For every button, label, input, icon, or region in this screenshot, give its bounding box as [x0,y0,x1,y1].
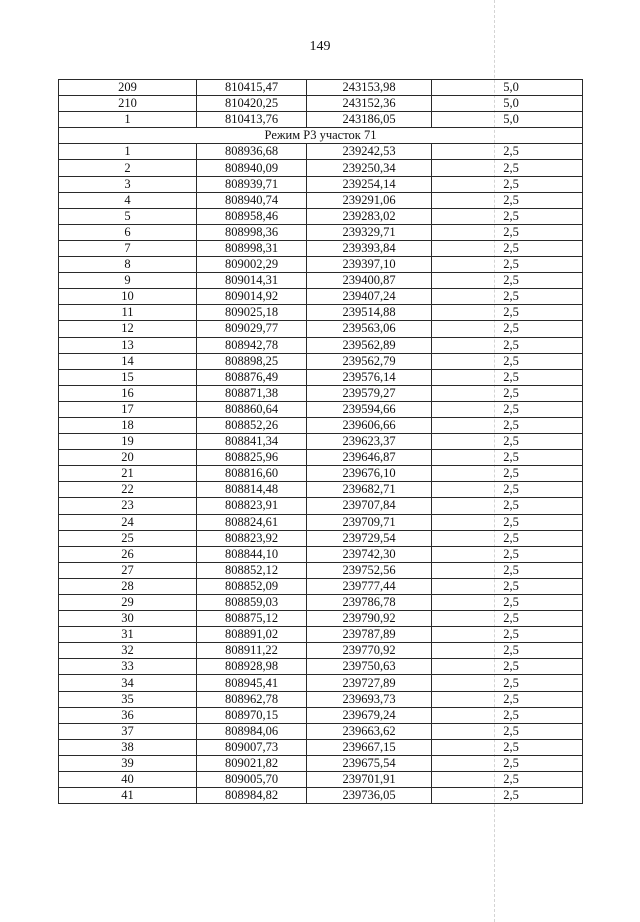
tolerance-cell: 2,5 [432,305,583,321]
y-coordinate-cell: 239254,14 [307,176,432,192]
tolerance-cell: 2,5 [432,675,583,691]
y-coordinate-cell: 239679,24 [307,707,432,723]
table-row [59,675,583,691]
tolerance-cell: 2,5 [432,611,583,627]
point-number-cell: 3 [59,176,197,192]
x-coordinate-cell: 808860,64 [197,401,307,417]
tolerance-cell: 5,0 [432,96,583,112]
table-row [59,96,583,112]
x-coordinate-cell: 810420,25 [197,96,307,112]
table-row [59,273,583,289]
table-row [59,627,583,643]
x-coordinate-cell: 808945,41 [197,675,307,691]
tolerance-cell: 2,5 [432,755,583,771]
y-coordinate-cell: 239397,10 [307,257,432,273]
tolerance-cell: 2,5 [432,401,583,417]
point-number-cell: 41 [59,788,197,804]
tolerance-cell: 2,5 [432,546,583,562]
y-coordinate-cell: 239701,91 [307,772,432,788]
table-row [59,112,583,128]
tolerance-cell: 2,5 [432,337,583,353]
point-number-cell: 17 [59,401,197,417]
tolerance-cell: 2,5 [432,466,583,482]
point-number-cell: 210 [59,96,197,112]
point-number-cell: 35 [59,691,197,707]
y-coordinate-cell: 239562,79 [307,353,432,369]
y-coordinate-cell: 239742,30 [307,546,432,562]
table-row [59,691,583,707]
point-number-cell: 14 [59,353,197,369]
x-coordinate-cell: 810415,47 [197,80,307,96]
table-row [59,208,583,224]
table-row [59,305,583,321]
x-coordinate-cell: 808876,49 [197,369,307,385]
x-coordinate-cell: 808940,09 [197,160,307,176]
table-row [59,530,583,546]
x-coordinate-cell: 808823,91 [197,498,307,514]
table-row [59,321,583,337]
y-coordinate-cell: 239646,87 [307,450,432,466]
table-row [59,611,583,627]
x-coordinate-cell: 808984,82 [197,788,307,804]
table-row [59,224,583,240]
y-coordinate-cell: 239752,56 [307,562,432,578]
point-number-cell: 12 [59,321,197,337]
table-row [59,337,583,353]
point-number-cell: 34 [59,675,197,691]
y-coordinate-cell: 239400,87 [307,273,432,289]
y-coordinate-cell: 239790,92 [307,611,432,627]
y-coordinate-cell: 239693,73 [307,691,432,707]
point-number-cell: 19 [59,434,197,450]
tolerance-cell: 2,5 [432,321,583,337]
x-coordinate-cell: 808852,26 [197,417,307,433]
table-row [59,659,583,675]
section-header-row [59,128,583,144]
y-coordinate-cell: 239787,89 [307,627,432,643]
x-coordinate-cell: 808871,38 [197,385,307,401]
table-row [59,514,583,530]
point-number-cell: 1 [59,144,197,160]
table-row [59,723,583,739]
y-coordinate-cell: 239777,44 [307,578,432,594]
tolerance-cell: 2,5 [432,530,583,546]
y-coordinate-cell: 239707,84 [307,498,432,514]
tolerance-cell: 2,5 [432,417,583,433]
point-number-cell: 9 [59,273,197,289]
point-number-cell: 1 [59,112,197,128]
tolerance-cell: 2,5 [432,385,583,401]
point-number-cell: 23 [59,498,197,514]
table-row [59,562,583,578]
x-coordinate-cell: 808825,96 [197,450,307,466]
tolerance-cell: 2,5 [432,578,583,594]
y-coordinate-cell: 243152,36 [307,96,432,112]
point-number-cell: 4 [59,192,197,208]
tolerance-cell: 2,5 [432,273,583,289]
tolerance-cell: 2,5 [432,562,583,578]
x-coordinate-cell: 808928,98 [197,659,307,675]
tolerance-cell: 2,5 [432,595,583,611]
x-coordinate-cell: 808875,12 [197,611,307,627]
table-row [59,788,583,804]
y-coordinate-cell: 239727,89 [307,675,432,691]
table-row [59,755,583,771]
x-coordinate-cell: 808859,03 [197,595,307,611]
tolerance-cell: 2,5 [432,691,583,707]
tolerance-cell: 2,5 [432,627,583,643]
coordinates-table-body [59,80,583,804]
table-row [59,257,583,273]
y-coordinate-cell: 239786,78 [307,595,432,611]
x-coordinate-cell: 809014,31 [197,273,307,289]
x-coordinate-cell: 808844,10 [197,546,307,562]
y-coordinate-cell: 239709,71 [307,514,432,530]
point-number-cell: 40 [59,772,197,788]
y-coordinate-cell: 239393,84 [307,240,432,256]
tolerance-cell: 2,5 [432,257,583,273]
table-row [59,450,583,466]
table-row [59,289,583,305]
y-coordinate-cell: 239729,54 [307,530,432,546]
point-number-cell: 11 [59,305,197,321]
x-coordinate-cell: 810413,76 [197,112,307,128]
point-number-cell: 16 [59,385,197,401]
point-number-cell: 24 [59,514,197,530]
x-coordinate-cell: 808962,78 [197,691,307,707]
y-coordinate-cell: 239563,06 [307,321,432,337]
tolerance-cell: 2,5 [432,772,583,788]
x-coordinate-cell: 808958,46 [197,208,307,224]
point-number-cell: 26 [59,546,197,562]
x-coordinate-cell: 809005,70 [197,772,307,788]
tolerance-cell: 2,5 [432,482,583,498]
tolerance-cell: 2,5 [432,514,583,530]
point-number-cell: 5 [59,208,197,224]
x-coordinate-cell: 809014,92 [197,289,307,305]
point-number-cell: 21 [59,466,197,482]
y-coordinate-cell: 239676,10 [307,466,432,482]
x-coordinate-cell: 808936,68 [197,144,307,160]
point-number-cell: 33 [59,659,197,675]
x-coordinate-cell: 808939,71 [197,176,307,192]
section-title: Режим Р3 участок 71 [59,128,583,144]
x-coordinate-cell: 809002,29 [197,257,307,273]
table-row [59,160,583,176]
x-coordinate-cell: 808970,15 [197,707,307,723]
x-coordinate-cell: 808898,25 [197,353,307,369]
point-number-cell: 30 [59,611,197,627]
x-coordinate-cell: 808824,61 [197,514,307,530]
y-coordinate-cell: 239682,71 [307,482,432,498]
y-coordinate-cell: 239663,62 [307,723,432,739]
y-coordinate-cell: 239606,66 [307,417,432,433]
y-coordinate-cell: 239562,89 [307,337,432,353]
table-row [59,353,583,369]
point-number-cell: 31 [59,627,197,643]
coordinates-table [58,79,583,804]
x-coordinate-cell: 808998,31 [197,240,307,256]
table-row [59,482,583,498]
point-number-cell: 38 [59,739,197,755]
y-coordinate-cell: 239736,05 [307,788,432,804]
y-coordinate-cell: 239242,53 [307,144,432,160]
table-row [59,772,583,788]
table-row [59,80,583,96]
x-coordinate-cell: 808852,12 [197,562,307,578]
point-number-cell: 8 [59,257,197,273]
point-number-cell: 6 [59,224,197,240]
y-coordinate-cell: 243153,98 [307,80,432,96]
point-number-cell: 39 [59,755,197,771]
tolerance-cell: 5,0 [432,80,583,96]
tolerance-cell: 2,5 [432,176,583,192]
table-row [59,643,583,659]
y-coordinate-cell: 239623,37 [307,434,432,450]
tolerance-cell: 2,5 [432,160,583,176]
x-coordinate-cell: 808852,09 [197,578,307,594]
tolerance-cell: 2,5 [432,659,583,675]
table-row [59,240,583,256]
x-coordinate-cell: 809029,77 [197,321,307,337]
x-coordinate-cell: 808891,02 [197,627,307,643]
table-row [59,739,583,755]
table-row [59,498,583,514]
x-coordinate-cell: 809025,18 [197,305,307,321]
coordinates-table-wrapper [58,79,582,804]
y-coordinate-cell: 243186,05 [307,112,432,128]
tolerance-cell: 2,5 [432,739,583,755]
table-row [59,434,583,450]
table-row [59,707,583,723]
point-number-cell: 36 [59,707,197,723]
point-number-cell: 37 [59,723,197,739]
point-number-cell: 20 [59,450,197,466]
tolerance-cell: 2,5 [432,144,583,160]
tolerance-cell: 5,0 [432,112,583,128]
x-coordinate-cell: 808823,92 [197,530,307,546]
point-number-cell: 32 [59,643,197,659]
table-row [59,369,583,385]
tolerance-cell: 2,5 [432,369,583,385]
tolerance-cell: 2,5 [432,289,583,305]
x-coordinate-cell: 808984,06 [197,723,307,739]
point-number-cell: 28 [59,578,197,594]
y-coordinate-cell: 239594,66 [307,401,432,417]
point-number-cell: 27 [59,562,197,578]
table-row [59,578,583,594]
y-coordinate-cell: 239407,24 [307,289,432,305]
tolerance-cell: 2,5 [432,788,583,804]
x-coordinate-cell: 808940,74 [197,192,307,208]
tolerance-cell: 2,5 [432,192,583,208]
table-row [59,546,583,562]
point-number-cell: 7 [59,240,197,256]
x-coordinate-cell: 808816,60 [197,466,307,482]
point-number-cell: 18 [59,417,197,433]
y-coordinate-cell: 239250,34 [307,160,432,176]
table-row [59,176,583,192]
tolerance-cell: 2,5 [432,353,583,369]
table-row [59,466,583,482]
tolerance-cell: 2,5 [432,240,583,256]
y-coordinate-cell: 239750,63 [307,659,432,675]
tolerance-cell: 2,5 [432,707,583,723]
x-coordinate-cell: 808998,36 [197,224,307,240]
tolerance-cell: 2,5 [432,224,583,240]
point-number-cell: 13 [59,337,197,353]
point-number-cell: 29 [59,595,197,611]
point-number-cell: 22 [59,482,197,498]
tolerance-cell: 2,5 [432,450,583,466]
point-number-cell: 15 [59,369,197,385]
x-coordinate-cell: 809007,73 [197,739,307,755]
tolerance-cell: 2,5 [432,498,583,514]
point-number-cell: 2 [59,160,197,176]
tolerance-cell: 2,5 [432,208,583,224]
table-row [59,144,583,160]
table-row [59,385,583,401]
y-coordinate-cell: 239576,14 [307,369,432,385]
tolerance-cell: 2,5 [432,434,583,450]
table-row [59,595,583,611]
y-coordinate-cell: 239770,92 [307,643,432,659]
y-coordinate-cell: 239675,54 [307,755,432,771]
tolerance-cell: 2,5 [432,643,583,659]
y-coordinate-cell: 239329,71 [307,224,432,240]
x-coordinate-cell: 809021,82 [197,755,307,771]
point-number-cell: 209 [59,80,197,96]
x-coordinate-cell: 808814,48 [197,482,307,498]
point-number-cell: 25 [59,530,197,546]
y-coordinate-cell: 239283,02 [307,208,432,224]
table-row [59,401,583,417]
tolerance-cell: 2,5 [432,723,583,739]
y-coordinate-cell: 239514,88 [307,305,432,321]
page-number: 149 [309,39,331,54]
y-coordinate-cell: 239579,27 [307,385,432,401]
y-coordinate-cell: 239291,06 [307,192,432,208]
x-coordinate-cell: 808841,34 [197,434,307,450]
table-row [59,192,583,208]
table-row [59,417,583,433]
x-coordinate-cell: 808942,78 [197,337,307,353]
point-number-cell: 10 [59,289,197,305]
y-coordinate-cell: 239667,15 [307,739,432,755]
x-coordinate-cell: 808911,22 [197,643,307,659]
